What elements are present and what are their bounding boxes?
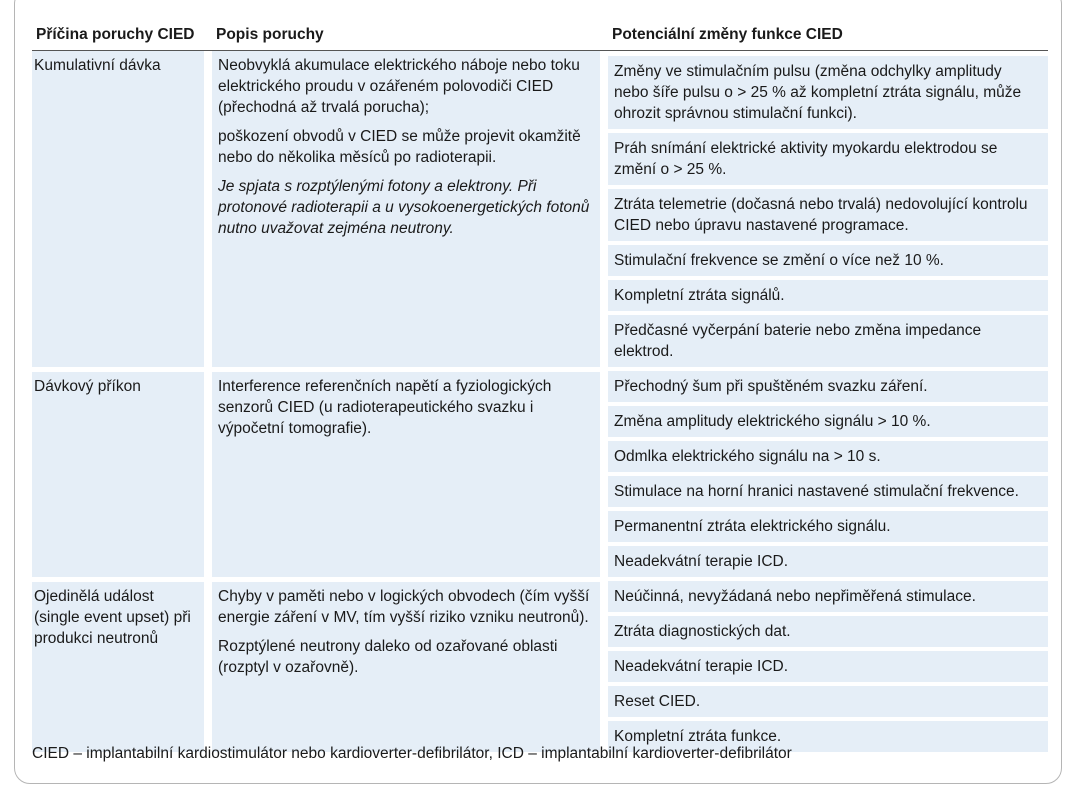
description-cell bbox=[212, 51, 608, 367]
description-paragraph: poškození obvodů v CIED se může projevit okamžitě nebo do několika měsíců po radioterapii. bbox=[218, 128, 581, 166]
effect-cell: Stimulační frekvence se změní o více než 10 %. bbox=[608, 241, 1048, 276]
effect-cell: Předčasné vyčerpání baterie nebo změna impedance elektrod. bbox=[608, 311, 1048, 367]
table-row bbox=[32, 577, 1048, 612]
effect-cell: Stimulace na horní hranici nastavené stimulační frekvence. bbox=[608, 472, 1048, 507]
table-footnote: CIED – implantabilní kardiostimulátor nebo kardioverter-defibrilátor, ICD – implantabilní kardioverter-defibrilátor bbox=[32, 745, 792, 762]
description-paragraph: Chyby v paměti nebo v logických obvodech (čím vyšší energie záření v MV, tím vyšší riziko vzniku neutronů). bbox=[218, 588, 590, 626]
effect-cell: Reset CIED. bbox=[608, 682, 1048, 717]
effect-cell: Kompletní ztráta funkce. bbox=[608, 717, 1048, 752]
table-body bbox=[32, 51, 1048, 752]
cause-cell: Ojedinělá událost (single event upset) při produkci neutronů bbox=[32, 577, 212, 752]
effect-cell: Přechodný šum při spuštěném svazku záření. bbox=[608, 367, 1048, 402]
table-row bbox=[32, 51, 1048, 129]
cied-failure-table bbox=[32, 22, 1048, 752]
effect-cell: Neúčinná, nevyžádaná nebo nepřiměřená stimulace. bbox=[608, 577, 1048, 612]
effect-cell: Kompletní ztráta signálů. bbox=[608, 276, 1048, 311]
table-row bbox=[32, 367, 1048, 402]
table-header bbox=[32, 22, 1048, 51]
description-paragraph: Rozptýlené neutrony daleko od ozařované oblasti (rozptyl v ozařovně). bbox=[218, 638, 558, 676]
header-effects: Potenciální změny funkce CIED bbox=[608, 22, 1048, 51]
effect-cell: Ztráta diagnostických dat. bbox=[608, 612, 1048, 647]
effect-cell: Ztráta telemetrie (dočasná nebo trvalá) nedovolující kontrolu CIED nebo úpravu nastavené programace. bbox=[608, 185, 1048, 241]
description-paragraph: Neobvyklá akumulace elektrického náboje nebo toku elektrického proudu v ozářeném polovodiči CIED (přechodná až trvalá porucha); bbox=[218, 57, 580, 116]
header-description: Popis poruchy bbox=[212, 22, 608, 51]
effect-cell: Změna amplitudy elektrického signálu > 10 %. bbox=[608, 402, 1048, 437]
effect-cell: Práh snímání elektrické aktivity myokardu elektrodou se změní o > 25 %. bbox=[608, 129, 1048, 185]
effect-cell: Neadekvátní terapie ICD. bbox=[608, 542, 1048, 577]
cause-cell: Kumulativní dávka bbox=[32, 51, 212, 367]
cause-cell: Dávkový příkon bbox=[32, 367, 212, 577]
effect-cell: Permanentní ztráta elektrického signálu. bbox=[608, 507, 1048, 542]
effect-cell: Změny ve stimulačním pulsu (změna odchylky amplitudy nebo šíře pulsu o > 25 % až kompletní ztráta signálu, může ohrozit správnou stimulační funkci). bbox=[608, 51, 1048, 129]
description-cell bbox=[212, 367, 608, 577]
effect-cell: Neadekvátní terapie ICD. bbox=[608, 647, 1048, 682]
header-cause: Příčina poruchy CIED bbox=[32, 22, 212, 51]
description-paragraph: Interference referenčních napětí a fyziologických senzorů CIED (u radioterapeutického svazku i výpočetní tomografie). bbox=[218, 378, 552, 437]
description-paragraph: Je spjata s rozptýlenými fotony a elektrony. Při protonové radioterapii a u vysokoenergetických fotonů nutno uvažovat zejména neutrony. bbox=[218, 178, 590, 237]
description-cell bbox=[212, 577, 608, 752]
effect-cell: Odmlka elektrického signálu na > 10 s. bbox=[608, 437, 1048, 472]
